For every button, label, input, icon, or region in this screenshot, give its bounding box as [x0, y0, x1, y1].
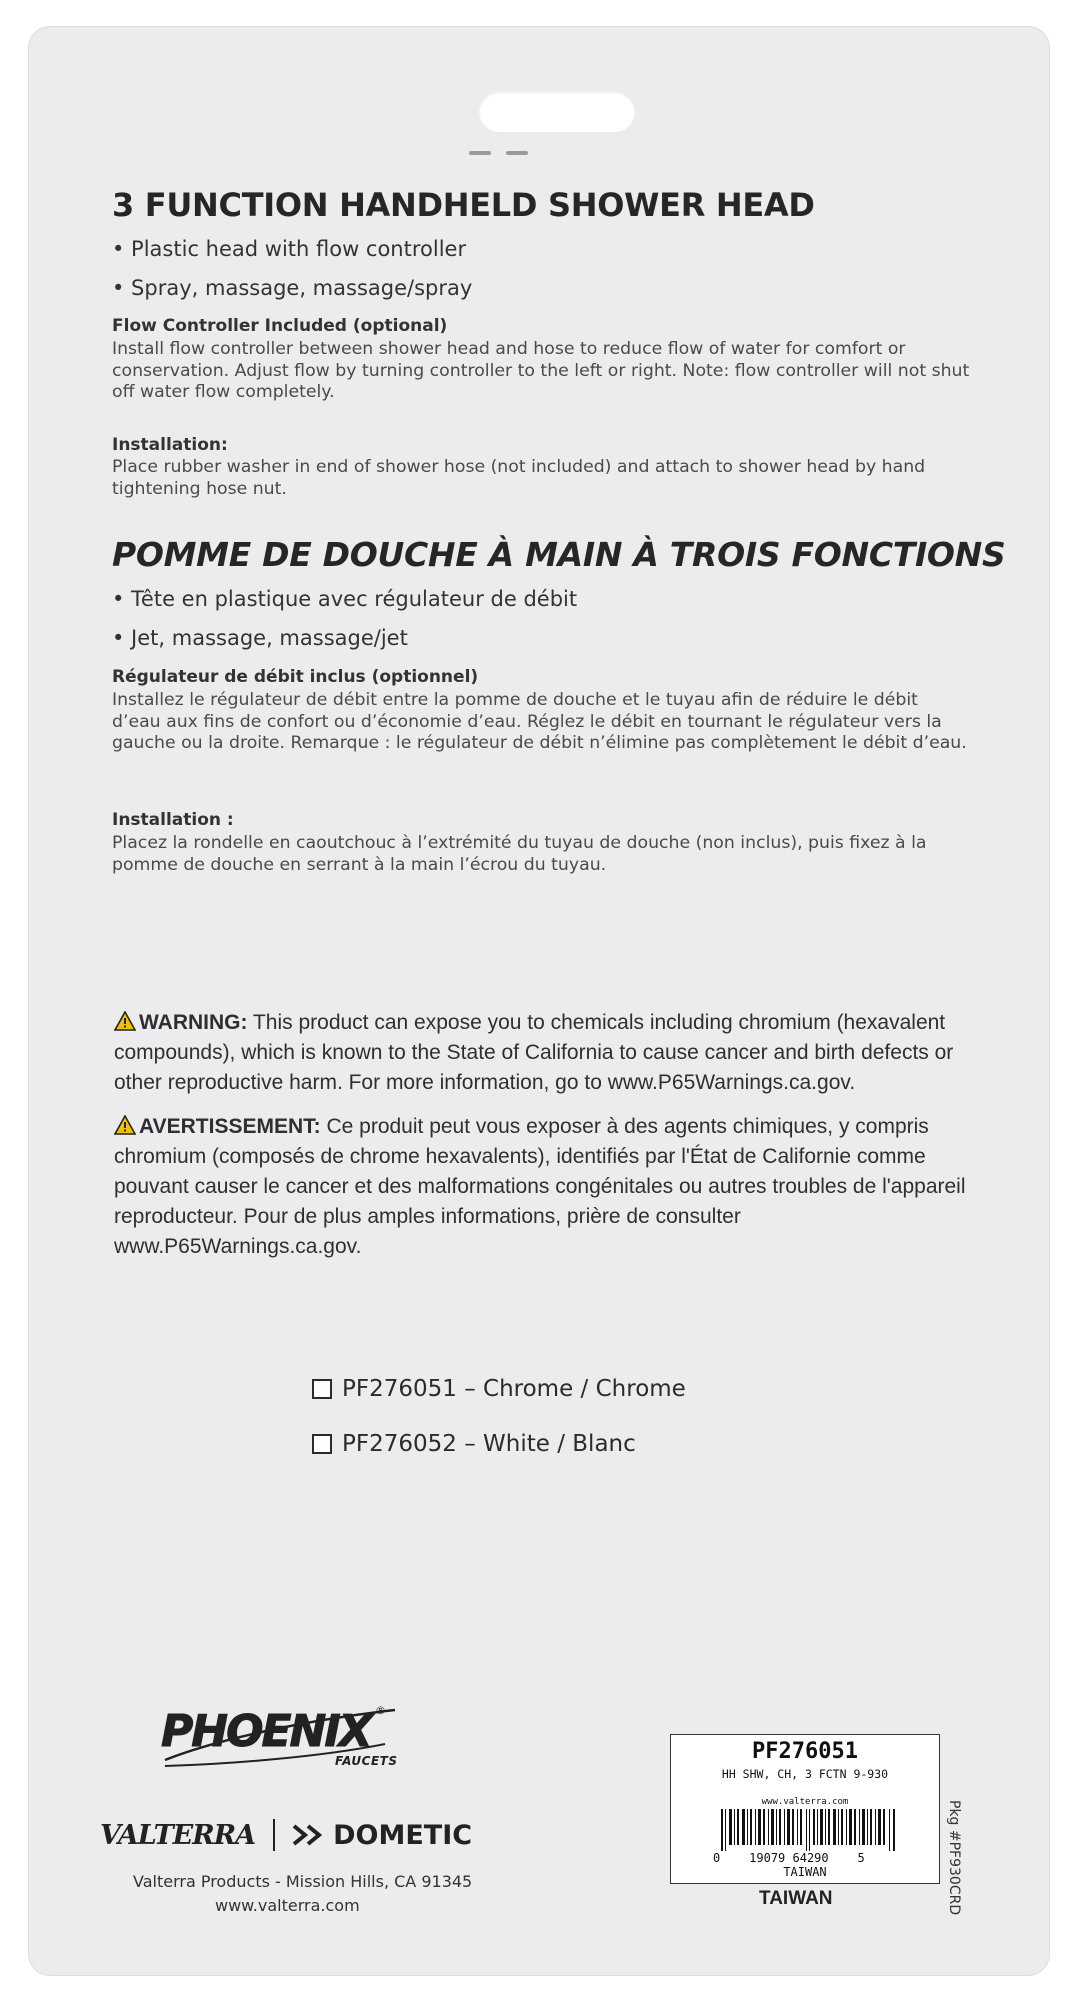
product-label — [670, 1734, 940, 1884]
barcode-icon — [721, 1809, 896, 1851]
option-white-label: PF276052 – White / Blanc — [342, 1431, 636, 1457]
english-title: 3 FUNCTION HANDHELD SHOWER HEAD — [112, 186, 815, 224]
english-flow-text: Install flow controller between shower head and hose to reduce flow of water for comfort or conservation. Adjust flow by turning controller to the left or right. Note: flow controller will not shut off water flow completely. — [112, 339, 970, 402]
brand-separator — [273, 1819, 275, 1851]
phoenix-wordmark: PHOENIX — [161, 1706, 371, 1757]
french-bullet-2: • Jet, massage, massage/jet — [112, 626, 408, 650]
dometic-logo — [291, 1820, 472, 1851]
english-flow-heading: Flow Controller Included (optional) — [112, 316, 448, 336]
valterra-logo: VALTERRA — [100, 1819, 256, 1851]
avertissement-label: AVERTISSEMENT: — [139, 1115, 321, 1138]
phoenix-faucets: FAUCETS — [335, 1754, 398, 1768]
checkbox-empty-icon — [312, 1434, 332, 1454]
english-bullet-1: • Plastic head with flow controller — [112, 237, 467, 261]
option-chrome-label: PF276051 – Chrome / Chrome — [342, 1376, 686, 1402]
company-address: Valterra Products - Mission Hills, CA 91345 — [133, 1872, 473, 1891]
checkbox-checked-icon — [312, 1379, 332, 1399]
hang-tick — [469, 151, 491, 155]
english-install-heading: Installation: — [112, 435, 228, 455]
dometic-wordmark: DOMETIC — [333, 1819, 473, 1851]
company-website: www.valterra.com — [215, 1896, 360, 1915]
label-description: HH SHW, CH, 3 FCTN 9-930 — [721, 1767, 889, 1781]
french-flow-heading: Régulateur de débit inclus (optionnel) — [112, 667, 479, 687]
warning-triangle-icon — [114, 1115, 136, 1135]
hang-tick — [506, 151, 528, 155]
warning-french — [114, 1112, 974, 1262]
label-country-small: TAIWAN — [783, 1865, 827, 1879]
country-of-origin: TAIWAN — [759, 1888, 833, 1909]
warning-triangle-icon — [114, 1011, 136, 1031]
french-install-text: Placez la rondelle en caoutchouc à l’extrémité du tuyau de douche (non inclus), puis fixez à la pomme de douche en serrant à la main l’écrou du tuyau. — [112, 833, 927, 875]
upc-mid: 19079 64290 — [749, 1851, 829, 1865]
phoenix-logo — [155, 1700, 405, 1770]
warning-text: This product can expose you to chemicals including chromium (hexavalent compounds), which is known to the State of California to cause cancer and birth defects or other reproductive harm. For more information, go to www.P65Warnings.ca.gov. — [114, 1011, 954, 1094]
french-flow-text: Installez le régulateur de débit entre la pomme de douche et le tuyau afin de réduire le débit d’eau aux fins de confort ou d’économie d’eau. Réglez le débit en tournant le régulateur vers la gauche ou la droite. Remarque : le régulateur de débit n’élimine pas complètement le débit d’eau. — [112, 690, 967, 753]
french-install-heading: Installation : — [112, 810, 234, 830]
package-number: Pkg #PF930CRD — [946, 1800, 962, 1916]
label-product-code: PF276051 — [752, 1739, 858, 1764]
dometic-chevrons-icon — [291, 1824, 327, 1846]
warning-label: WARNING: — [139, 1011, 248, 1034]
upc-left: 0 — [713, 1851, 721, 1865]
label-upc — [713, 1851, 913, 1865]
hang-slot — [479, 92, 635, 132]
french-title: POMME DE DOUCHE À MAIN À TROIS FONCTIONS — [112, 535, 1006, 574]
option-white — [312, 1431, 636, 1457]
registered-mark: ® — [375, 1704, 386, 1717]
english-bullet-2: • Spray, massage, massage/spray — [112, 276, 473, 300]
option-chrome — [312, 1376, 686, 1402]
brand-row — [100, 1812, 472, 1858]
avertissement-text: Ce produit peut vous exposer à des agents chimiques, y compris chromium (composés de chrome hexavalents), identifiés par l'État de Californie comme pouvant causer le cancer et des malformations congénitales ou autres troubles de l'appareil reproducteur. Pour de plus amples informations, prière de consulter www.P65Warnings.ca.gov. — [114, 1115, 966, 1258]
label-url: www.valterra.com — [761, 1797, 849, 1807]
warning-english — [114, 1008, 974, 1098]
english-install-text: Place rubber washer in end of shower hose (not included) and attach to shower head by hand tightening hose nut. — [112, 457, 926, 499]
upc-right: 5 — [857, 1851, 865, 1865]
french-bullet-1: • Tête en plastique avec régulateur de débit — [112, 587, 578, 611]
